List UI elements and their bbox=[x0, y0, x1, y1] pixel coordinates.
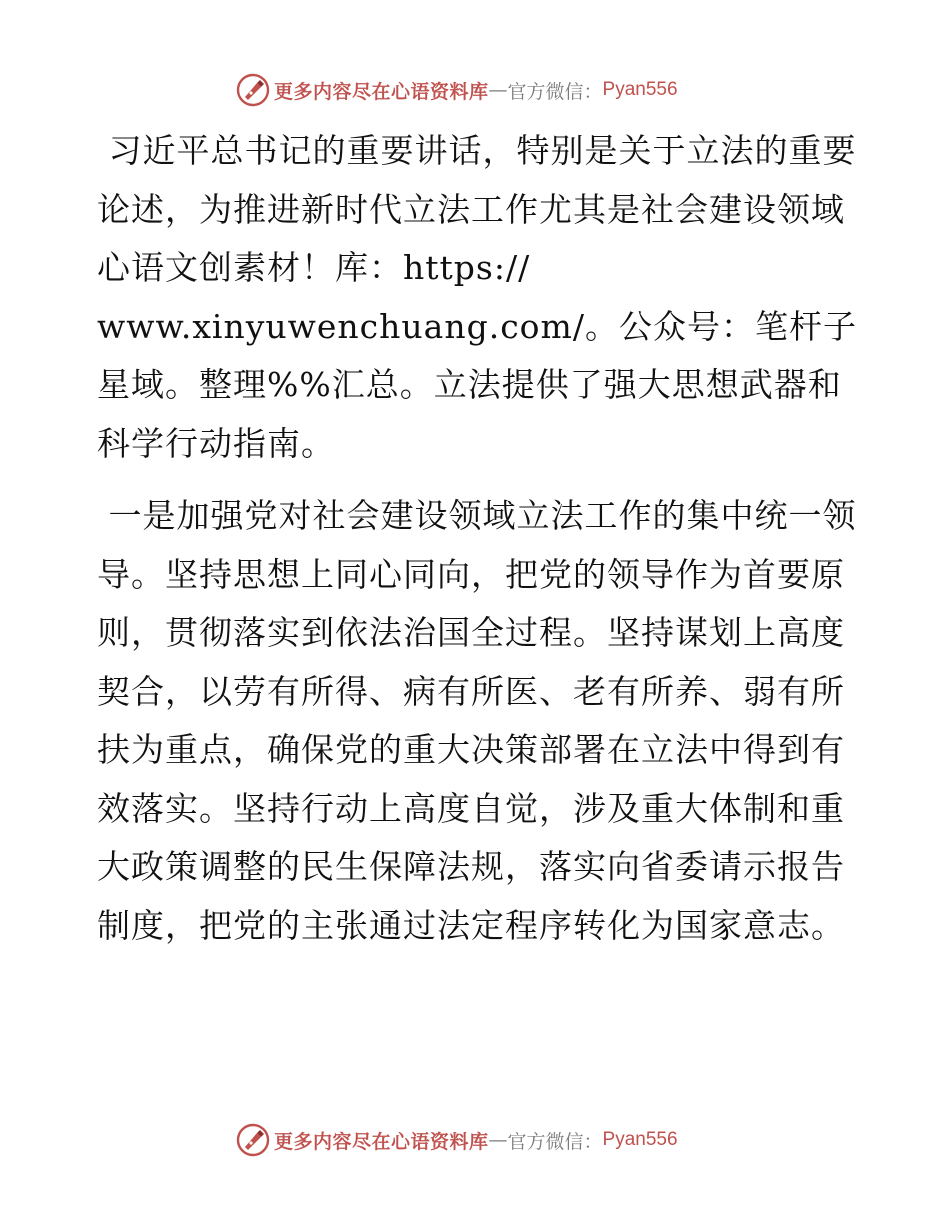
banner-wechat-label: 官方微信： bbox=[507, 1130, 603, 1153]
paragraph-point-one: 一是加强党对社会建设领域立法工作的集中统一领导。坚持思想上同心同向，把党的领导作为首要原则，贯彻落实到依法治国全过程。坚持谋划上高度契合，以劳有所得、病有所医、老有所养、弱有所扶为重点，确保党的重大决策部署在立法中得到有效落实。坚持行动上高度自觉，涉及重大体制和重大政策调整的民生保障法规，落实向省委请示报告制度，把党的主张通过法定程序转化为国家意志。 bbox=[97, 496, 857, 945]
paragraph-intro: 习近平总书记的重要讲话，特别是关于立法的重要论述，为推进新时代立法工作尤其是社会建设领域心语文创素材！库：https:// www.xinyuwenchuang.com/。公众号：笔杆子星域。整理%%汇总。立法提供了强大思想武器和科学行动指南。 bbox=[97, 131, 857, 463]
header-banner bbox=[236, 72, 756, 108]
banner-separator: — bbox=[488, 1129, 508, 1151]
banner-title: 更多内容尽在心语资料库 bbox=[274, 80, 489, 103]
banner-wechat-label: 官方微信： bbox=[507, 80, 603, 103]
banner-wechat-id: Pyan556 bbox=[602, 79, 678, 100]
document-body bbox=[97, 122, 857, 955]
banner-title: 更多内容尽在心语资料库 bbox=[274, 1130, 489, 1153]
pen-nib-logo-icon bbox=[236, 1123, 270, 1157]
footer-banner bbox=[236, 1122, 756, 1158]
banner-wechat-id: Pyan556 bbox=[602, 1129, 678, 1150]
pen-nib-logo-icon bbox=[236, 73, 270, 107]
banner-separator: — bbox=[488, 79, 508, 101]
